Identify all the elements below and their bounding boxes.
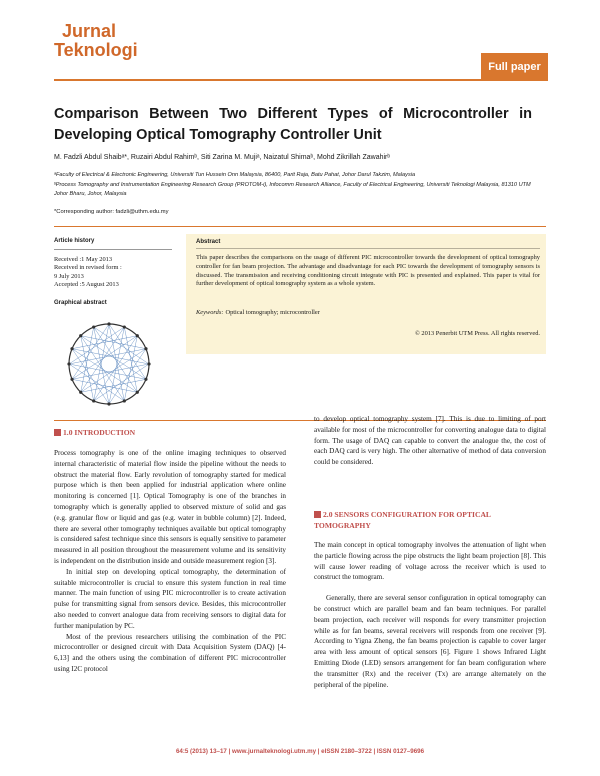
sensor-dot (92, 399, 95, 402)
sensors-paragraph-2: Generally, there are several sensor configuration in optical tomography can be construct which are parallel beam and fan beam techniques. For parallel beam projection, each receiver will responds for every transmitter projection while as for fan beams, several receivers will responds from one receiver [9]. According to Yigna Zheng, the fan beams projection is capable to cover larger area with less amount of optical sensors [6]. Figure 1 shows Infrared Light Emitting Diode (LED) sensors arrangement for fan beam configuration where the transmitter (Rx) and the receiver (Tx) are arrange alternately on the peripheral of the pipeline. (314, 594, 546, 689)
affiliation-b: ᵇProcess Tomography and Instrumentation Engineering Research Group (PROTOM-i), Infocomm Research Alliance, Faculty of Electrical Engineering, Universiti Teknologi Malaysia, 81310 UTM Johor Bharu, Johor, Malaysia (54, 181, 531, 197)
sensor-dot (136, 334, 139, 337)
full-paper-badge: Full paper (481, 53, 548, 81)
sensors-paragraph-1: The main concept in optical tomography involves the attenuation of light when the particle flowing across the pipe obstructs the light beam projection [8]. This will cause lower reading of voltage across the receiver which is used to construct the tomogram. (314, 541, 546, 582)
intro-heading-text: 1.0 INTRODUCTION (63, 428, 136, 437)
column-right-top (314, 414, 546, 468)
sensor-dot (79, 391, 82, 394)
intro-paragraph-2: In initial step on developing optical tomography, the determination of suitable microcontroller is crucial to ensure this system function in real time manner. The main function of using PIC microcontroller is to create activation pulse for transmitting signal from sensors device. Besides, this microcontroller also needed to convert analogue data from receiving sensors to digital data for further manipulation by PC. (54, 567, 286, 630)
sensor-dot (107, 402, 110, 405)
history-rule (54, 249, 172, 250)
sensor-dot (92, 325, 95, 328)
sensor-dot (147, 362, 150, 365)
paper-title: Comparison Between Two Different Types of Microcontroller in Developing Optical Tomography Controller Unit (54, 106, 532, 143)
sensor-dot (123, 325, 126, 328)
sensor-dot (79, 334, 82, 337)
sensor-dot (123, 399, 126, 402)
graphical-abstract-heading: Graphical abstract (54, 300, 107, 306)
sensor-dot (67, 362, 70, 365)
copyright-notice: © 2013 Penerbit UTM Press. All rights reserved. (414, 330, 540, 337)
corresponding-author: *Corresponding author: fadzli@uthm.edu.my (54, 209, 169, 215)
article-history-heading: Article history (54, 238, 95, 244)
intro-paragraph-3: Most of the previous researchers utilising the combination of the PIC microcontroller or designed circuit with Data Acquisition System (DAQ) [4-6,13] and the others using the combination of different PIC microcontroller using I2C protocol (54, 632, 286, 673)
sensor-dot (136, 391, 139, 394)
logo-line-2: Teknologi (54, 40, 138, 60)
abstract-text: This paper describes the comparisons on the usage of different PIC microcontroller towards the development of optical tomography controller for fan beam projection. The advantage and disadvantage for each PIC towards the development of tomography sensors is discussed. The transmission and receiving conditioning circuit integrate with PIC is presented and explained. This paper is vital for further development of optical tomography system as a whole system. (196, 254, 540, 288)
page-footer: 64:5 (2013) 13–17 | www.jurnalteknologi.utm.my | eISSN 2180–3722 | ISSN 0127–9696 (175, 748, 425, 755)
affiliation-a: ᵃFaculty of Electrical & Electronic Engineering, Universiti Tun Hussein Onn Malaysia, 86400, Parit Raja, Batu Pahat, Johor Darul Takzim, Malaysia (54, 172, 416, 178)
sensor-dot (70, 347, 73, 350)
revised-label: Received in revised form : (54, 264, 122, 272)
sensor-dot (144, 378, 147, 381)
journal-logo (54, 22, 138, 59)
keywords (196, 309, 320, 316)
sensors-heading-text: 2.0 SENSORS CONFIGURATION FOR OPTICAL TOMOGRAPHY (314, 510, 491, 530)
intro-continuation: to develop optical tomography system [7]. This is due to limiting of port available for most of the microcontroller for converting analogue data to digital form. The usage of DAQ can capable to convert the analogue the, the cost of each DAQ card is very high. The other alternative of method of data conversion could be considered. (314, 415, 546, 467)
accepted-date: Accepted :5 August 2013 (54, 281, 119, 289)
sensor-dot (70, 378, 73, 381)
header-rule (54, 79, 546, 81)
keywords-label: Keywords: (196, 309, 224, 316)
article-history (54, 237, 174, 290)
abstract-rule (196, 248, 540, 249)
affiliations (54, 171, 546, 200)
section-marker-icon (314, 511, 321, 518)
meta-rule (54, 226, 546, 227)
graphical-abstract-figure (61, 316, 157, 412)
logo-line-1: Jurnal (62, 21, 117, 41)
revised-date: 9 July 2013 (54, 272, 84, 280)
section-heading-sensors (314, 510, 546, 531)
column-right-bottom (314, 540, 546, 690)
sensor-dot (144, 347, 147, 350)
keywords-value: Optical tomography; microcontroller (225, 309, 320, 316)
author-list: M. Fadzli Abdul Shaibᵃ*, Ruzairi Abdul Rahimᵇ, Siti Zarina M. Mujiᵃ, Naizatul Shimaᵇ, Mohd Zikrillah Zawahirᵇ (54, 154, 391, 161)
section-marker-icon (54, 429, 61, 436)
received-date: Received :1 May 2013 (54, 255, 113, 263)
abstract-heading: Abstract (196, 239, 221, 245)
intro-paragraph-1: Process tomography is one of the online imaging techniques to observed internal characteristic of material flow inside the pipeline without the needs to obstruct the material flow. Early revolution of tomography started for medical purpose which is then been applied for industrial application where online monitoring is concerned [1]. Optical Tomography is one of the branches in tomography which is generally applied to observed mixture of solid and gas (e.g. granular flow or liquid and gas (e.g. water in bubble column) [2]. Indeed, there are several other tomography techniques available but optical tomography is considered safest technique since this sensors is equally sensitive to parameter measured in all position throughout the measurement volume and its sensitivity is independent on the distribution inside and outside measurement region [3]. (54, 449, 286, 565)
section-heading-introduction (54, 428, 135, 439)
column-left (54, 448, 286, 675)
sensor-dot (107, 322, 110, 325)
